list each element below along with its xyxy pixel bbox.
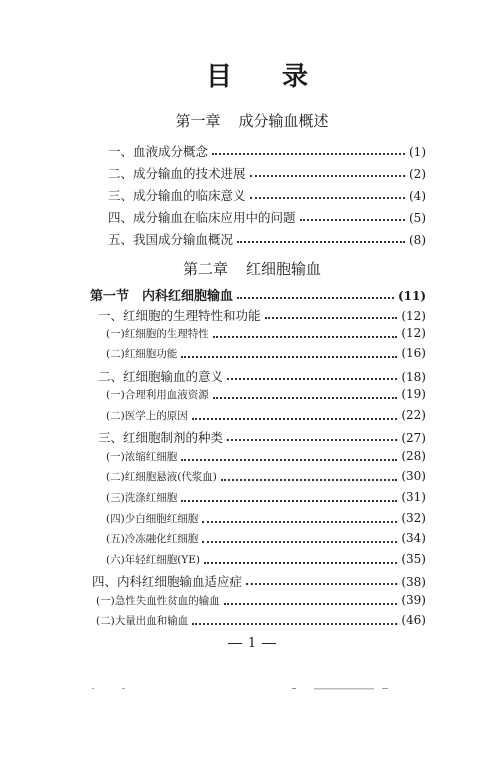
toc-title-char-2: 录 [282,62,309,92]
toc-subentry[interactable] [106,387,426,402]
dot-leader [202,521,397,523]
toc-entry-label: 一、血液成分概念 [108,144,209,159]
dot-leader [237,297,394,299]
chapter-title: 红细胞输血 [246,260,322,278]
toc-subentry[interactable] [106,346,426,361]
toc-entry[interactable] [108,186,426,204]
dot-leader [224,603,398,605]
dot-leader [181,500,397,502]
toc-entry-label: (一)浓缩红细胞 [106,451,178,463]
toc-entry-label: (二)医学上的原因 [106,410,188,422]
chapter-title: 成分输血概述 [238,112,329,130]
dot-leader [213,336,398,338]
chapter-number: 第二章 [182,260,228,278]
toc-entry-page: (19) [401,387,426,401]
toc-entry-page: (32) [401,511,426,525]
dot-leader [221,479,397,481]
toc-subentry[interactable] [96,593,426,608]
toc-entry-label: 三、红细胞制剂的种类 [98,430,224,445]
toc-entry-label: (一)急性失血性贫血的输血 [96,595,220,607]
chapter-heading [0,110,504,131]
dot-leader [300,219,405,221]
toc-entry-label: (五)冷冻融化红细胞 [106,533,199,545]
toc-subentry[interactable] [106,449,426,464]
chapter-heading [0,258,504,279]
footer-dash-right [262,643,276,644]
toc-entry[interactable] [92,572,426,590]
toc-subentry[interactable] [106,552,426,567]
toc-subentry[interactable] [106,511,426,526]
toc-entry-page: (34) [401,531,426,545]
toc-entry-page: (31) [401,490,426,504]
toc-entry-label: (六)年轻红细胞(YE) [106,554,200,566]
toc-section-label: 第一节 内科红细胞输血 [90,289,234,304]
scan-specks [92,687,412,691]
dot-leader [265,317,398,319]
toc-entry-label: 三、成分输血的临床意义 [108,188,246,203]
toc-entry-page: (1) [409,145,426,159]
toc-entry[interactable] [108,230,426,248]
toc-entry-page: (30) [401,469,426,483]
toc-section-entry[interactable] [90,285,426,304]
page-number: 1 [247,636,257,651]
toc-subentry[interactable] [106,531,426,546]
toc-entry[interactable] [98,367,426,385]
toc-entry-label: 二、红细胞输血的意义 [98,369,224,384]
dot-leader [202,541,397,543]
toc-entry-label: (四)少白细胞红细胞 [106,513,199,525]
toc-entry-page: (35) [401,552,426,566]
toc-subentry[interactable] [106,326,426,341]
toc-subentry[interactable] [96,613,426,628]
toc-entry-page: (4) [409,189,426,203]
toc-entry-label: 一、红细胞的生理特性和功能 [98,308,261,323]
dot-leader [192,418,398,420]
dot-leader [213,397,398,399]
toc-entry-page: (11) [397,289,426,303]
toc-entry-label: 四、内科红细胞输血适应症 [92,574,243,589]
toc-entry-label: 二、成分输血的技术进展 [108,166,246,181]
dot-leader [181,459,397,461]
dot-leader [212,153,405,155]
dot-leader [246,583,397,585]
toc-entry-page: (39) [401,593,426,607]
toc-entry-page: (5) [409,211,426,225]
dot-leader [250,197,405,199]
toc-entry-page: (28) [401,449,426,463]
toc-entry-page: (38) [401,575,426,589]
toc-entry-page: (12) [401,309,426,323]
toc-subentry[interactable] [106,469,426,484]
toc-entry-label: (二)红细胞悬液(代浆血) [106,471,217,483]
toc-entry[interactable] [108,208,426,226]
toc-entry-label: (二)红细胞功能 [106,348,178,360]
toc-entry-label: 五、我国成分输血概况 [108,232,234,247]
toc-entry-label: (一)合理利用血液资源 [106,389,209,401]
toc-entry-page: (46) [401,613,426,627]
toc-entry-page: (16) [401,346,426,360]
toc-entry[interactable] [98,306,426,324]
dot-leader [181,356,397,358]
toc-entry-label: (三)洗涤红细胞 [106,492,178,504]
toc-entry-page: (18) [401,370,426,384]
toc-entry-page: (22) [401,408,426,422]
dot-leader [227,378,397,380]
toc-entry-label: (二)大量出血和输血 [96,615,189,627]
dot-leader [204,562,397,564]
toc-entry-label: (一)红细胞的生理特性 [106,328,209,340]
toc-entry-page: (2) [409,167,426,181]
toc-entry[interactable] [108,142,426,160]
toc-entry[interactable] [98,428,426,446]
toc-entry-page: (8) [409,233,426,247]
toc-entry[interactable] [108,164,426,182]
toc-entry-label: 四、成分输血在临床应用中的问题 [108,210,296,225]
page-footer [0,636,504,651]
toc-entry-page: (27) [401,431,426,445]
chapter-number: 第一章 [175,112,221,130]
toc-title-char-1: 目 [206,62,233,92]
dot-leader [227,439,397,441]
toc-subentry[interactable] [106,408,426,423]
dot-leader [250,175,405,177]
footer-dash-left [228,643,242,644]
dot-leader [192,623,397,625]
toc-subentry[interactable] [106,490,426,505]
dot-leader [237,241,405,243]
toc-entry-page: (12) [401,326,426,340]
